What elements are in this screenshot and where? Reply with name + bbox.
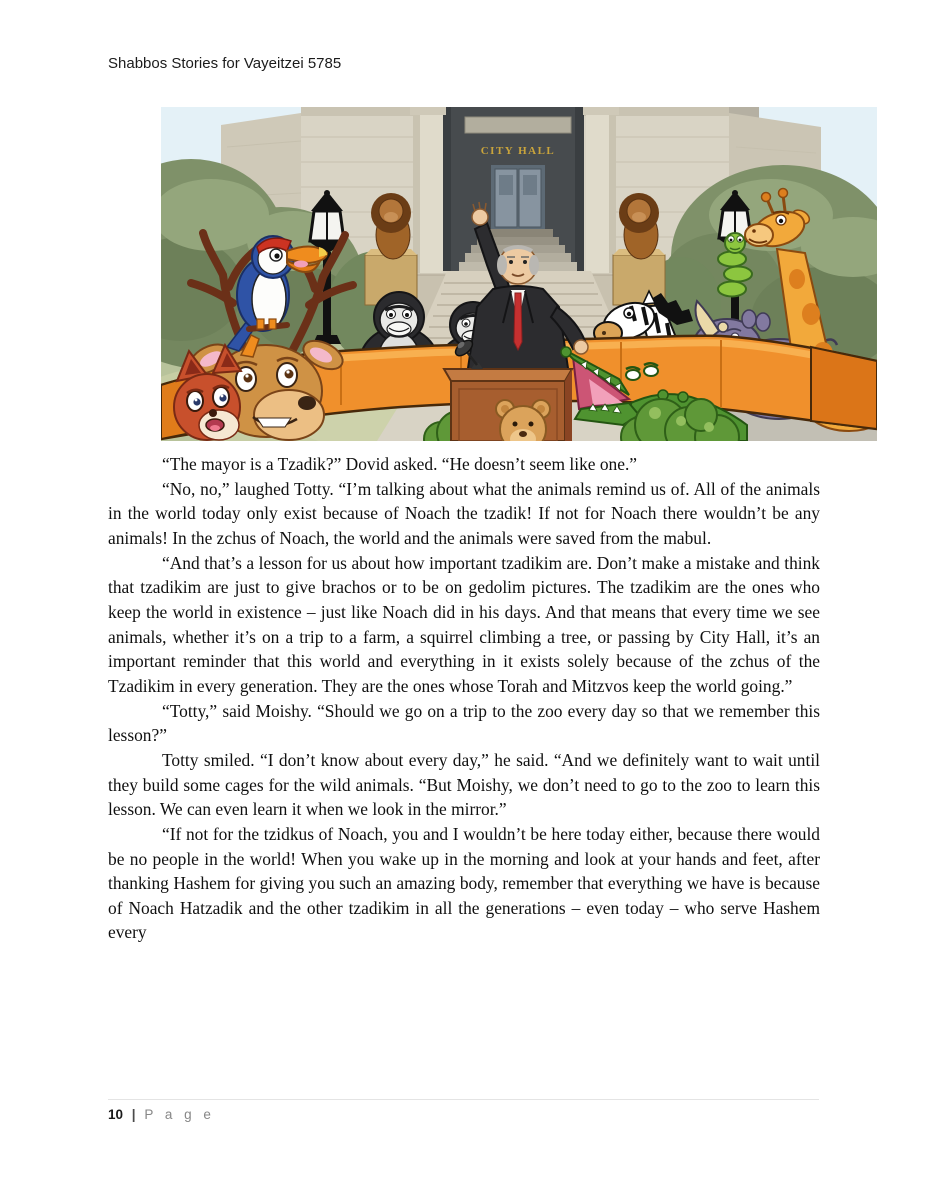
bear-cub (496, 400, 550, 441)
sign-lintel (465, 117, 571, 133)
story-text (108, 452, 820, 945)
mayor-hand (472, 209, 488, 225)
footer-separator: | (131, 1107, 136, 1122)
lion-statue-left (365, 193, 417, 305)
story-paragraph: “The mayor is a Tzadik?” Dovid asked. “He doesn’t seem like one.” (162, 454, 638, 474)
story-paragraph: Totty smiled. “I don’t know about every day,” he said. “And we definitely want to wait until they build some cages for the wild animals. “But Moishy, we don’t need to go to the zoo to learn this lesson. We can even learn it when we look in the mirror.” (108, 749, 820, 820)
story-paragraph: “Totty,” said Moishy. “Should we go on a trip to the zoo every day so that we remember this lesson?” (108, 700, 820, 746)
footer-divider (108, 1099, 819, 1100)
story-paragraph: “No, no,” laughed Totty. “I’m talking about what the animals remind us of. All of the animals in the world today only exist because of Noach the tzadik! If not for Noach there wouldn’t be any animals! In the zchus of Noach, the world and the animals were saved from the mabul. (108, 478, 820, 548)
page-label: P a g e (144, 1107, 215, 1122)
mayor-tie (514, 293, 522, 350)
page-footer (108, 1099, 819, 1122)
story-paragraph: “And that’s a lesson for us about how important tzadikim are. Don’t make a mistake and think that tzadikim are just to give brachos or to be on gedolim pictures. The tzadikim are the ones who keep the world in existence – just like Noach did in his days. And that means that every time we see animals, whether it’s on a trip to a farm, a squirrel climbing a tree, or passing by City Hall, it’s an important reminder that this world and everything in it exists solely because of the zchus of the Tzadikim in every generation. They are the ones whose Torah and Mitzvos keep the world going.” (108, 552, 820, 696)
city-hall-illustration (161, 107, 877, 441)
city-hall-sign: CITY HALL (480, 145, 556, 157)
lion-statue-right (613, 193, 665, 305)
document-title: Shabbos Stories for Vayeitzei 5785 (108, 55, 342, 72)
page-number: 10 (108, 1107, 124, 1122)
footer-text (108, 1107, 819, 1122)
doors (491, 165, 545, 229)
story-paragraph: “If not for the tzidkus of Noach, you and I wouldn’t be here today either, because there would be no people in the world! When you wake up in the morning and look at your hands and feet, after thanking Hashem for giving you such an amazing body, remember that everything we have is because of Noach Hatzadik and the other tzadikim in all the generations – even today – who serve Hashem every (108, 823, 820, 943)
